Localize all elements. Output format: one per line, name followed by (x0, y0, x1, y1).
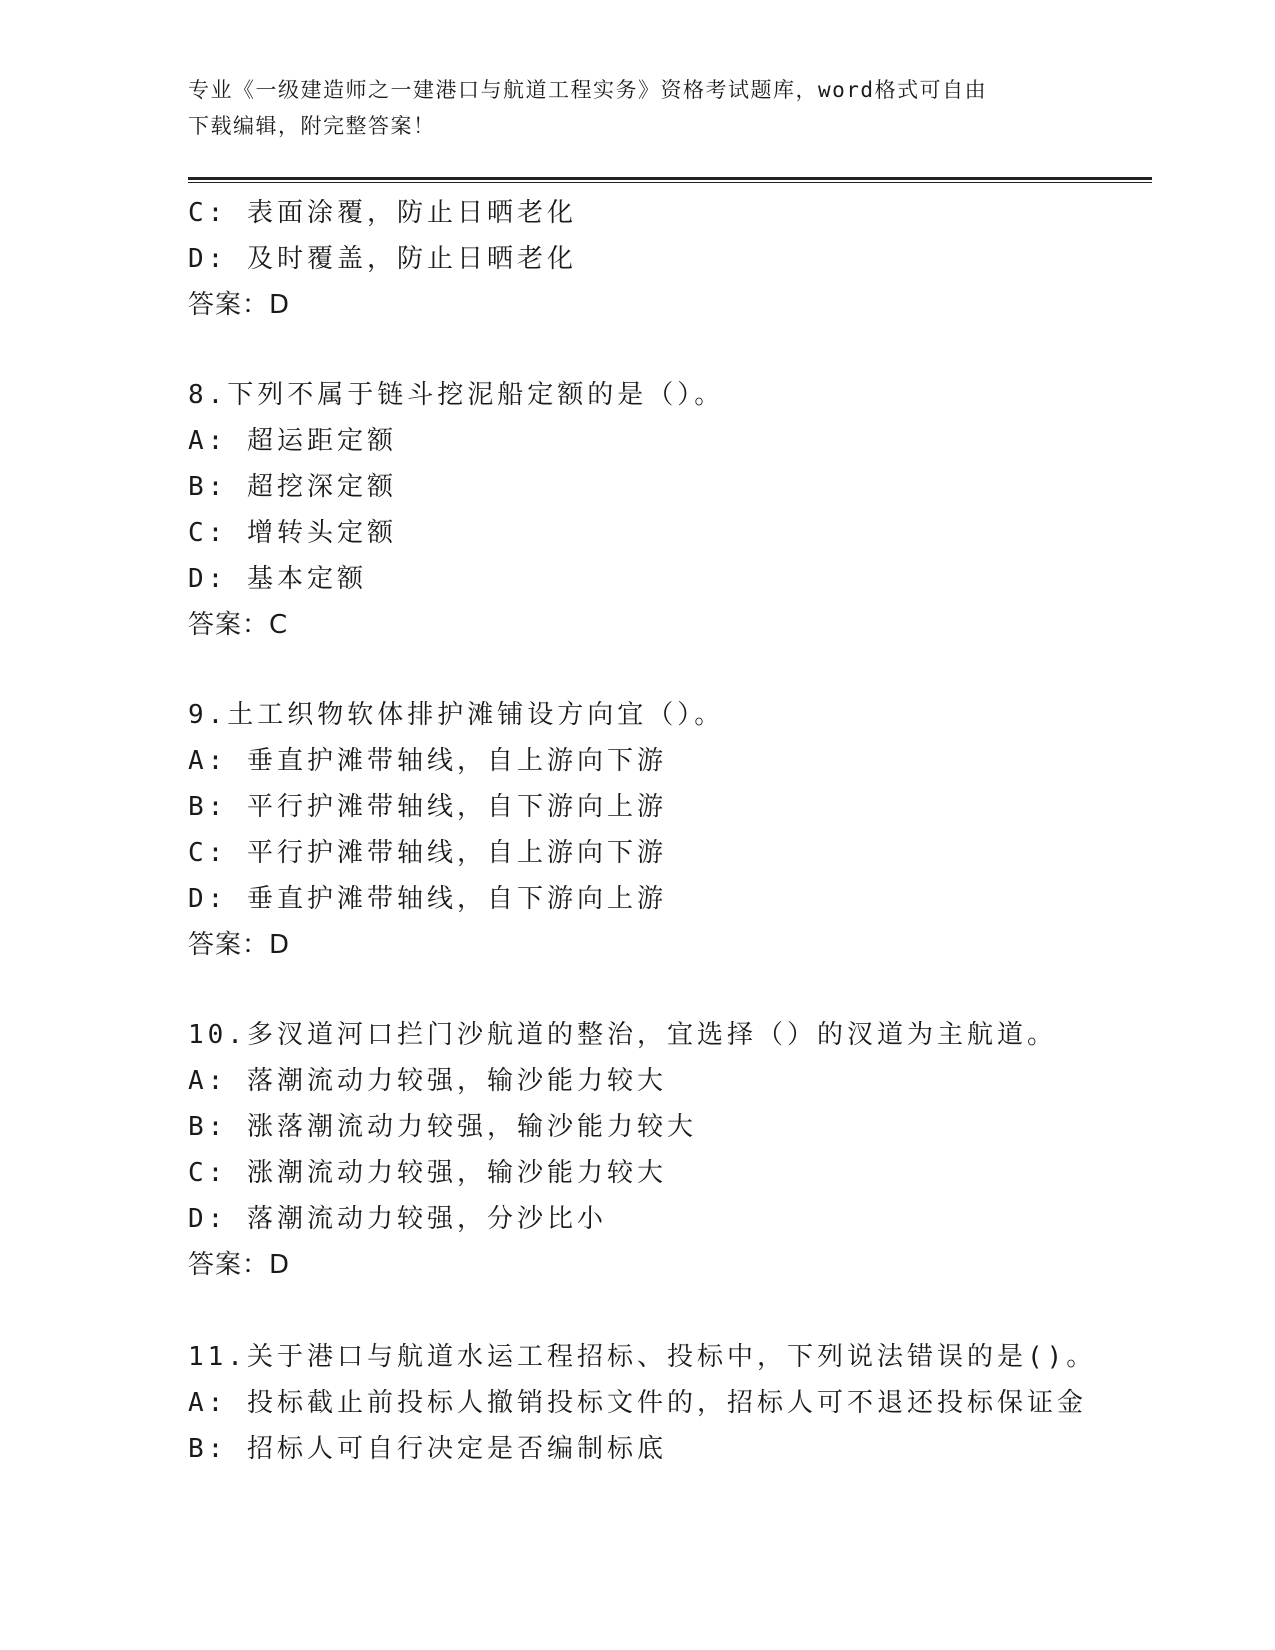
q9-answer: 答案：D (188, 930, 291, 960)
q11-option-b: B: 招标人可自行决定是否编制标底 (188, 1434, 667, 1464)
spacer (188, 648, 1148, 692)
header-line-1: 专业《一级建造师之一建港口与航道工程实务》资格考试题库，word格式可自由 (188, 78, 988, 102)
q10-option-a: A: 落潮流动力较强，输沙能力较大 (188, 1066, 667, 1096)
spacer (188, 328, 1148, 372)
header-divider-thin (188, 182, 1152, 183)
q11-option-a: A: 投标截止前投标人撤销投标文件的，招标人可不退还投标保证金 (188, 1388, 1087, 1418)
q9-option-c: C: 平行护滩带轴线，自上游向下游 (188, 838, 667, 868)
q8-option-d: D: 基本定额 (188, 564, 367, 594)
q8-option-a: A: 超运距定额 (188, 426, 397, 456)
q11-question: 11.关于港口与航道水运工程招标、投标中，下列说法错误的是()。 (188, 1342, 1097, 1372)
q8-option-b: B: 超挖深定额 (188, 472, 397, 502)
q10-option-b: B: 涨落潮流动力较强，输沙能力较大 (188, 1112, 697, 1142)
q7-option-d: D: 及时覆盖，防止日晒老化 (188, 244, 577, 274)
header-divider-thick (188, 177, 1152, 180)
spacer (188, 1288, 1148, 1334)
q8-option-c: C: 增转头定额 (188, 518, 397, 548)
q10-option-c: C: 涨潮流动力较强，输沙能力较大 (188, 1158, 667, 1188)
q9-option-a: A: 垂直护滩带轴线，自上游向下游 (188, 746, 667, 776)
q7-answer: 答案：D (188, 290, 291, 320)
q9-question: 9.土工织物软体排护滩铺设方向宜（）。 (188, 700, 725, 730)
header-line-2: 下载编辑，附完整答案！ (188, 114, 436, 138)
q8-answer: 答案：C (188, 610, 289, 640)
q7-option-c: C: 表面涂覆，防止日晒老化 (188, 198, 577, 228)
q8-question: 8.下列不属于链斗挖泥船定额的是（）。 (188, 380, 725, 410)
q9-option-d: D: 垂直护滩带轴线，自下游向上游 (188, 884, 667, 914)
q9-option-b: B: 平行护滩带轴线，自下游向上游 (188, 792, 667, 822)
q10-option-d: D: 落潮流动力较强，分沙比小 (188, 1204, 607, 1234)
question-list (188, 190, 1148, 1472)
document-header (188, 72, 1068, 144)
q10-question: 10.多汊道河口拦门沙航道的整治，宜选择（）的汊道为主航道。 (188, 1020, 1057, 1050)
q10-answer: 答案：D (188, 1250, 291, 1280)
spacer (188, 968, 1148, 1012)
